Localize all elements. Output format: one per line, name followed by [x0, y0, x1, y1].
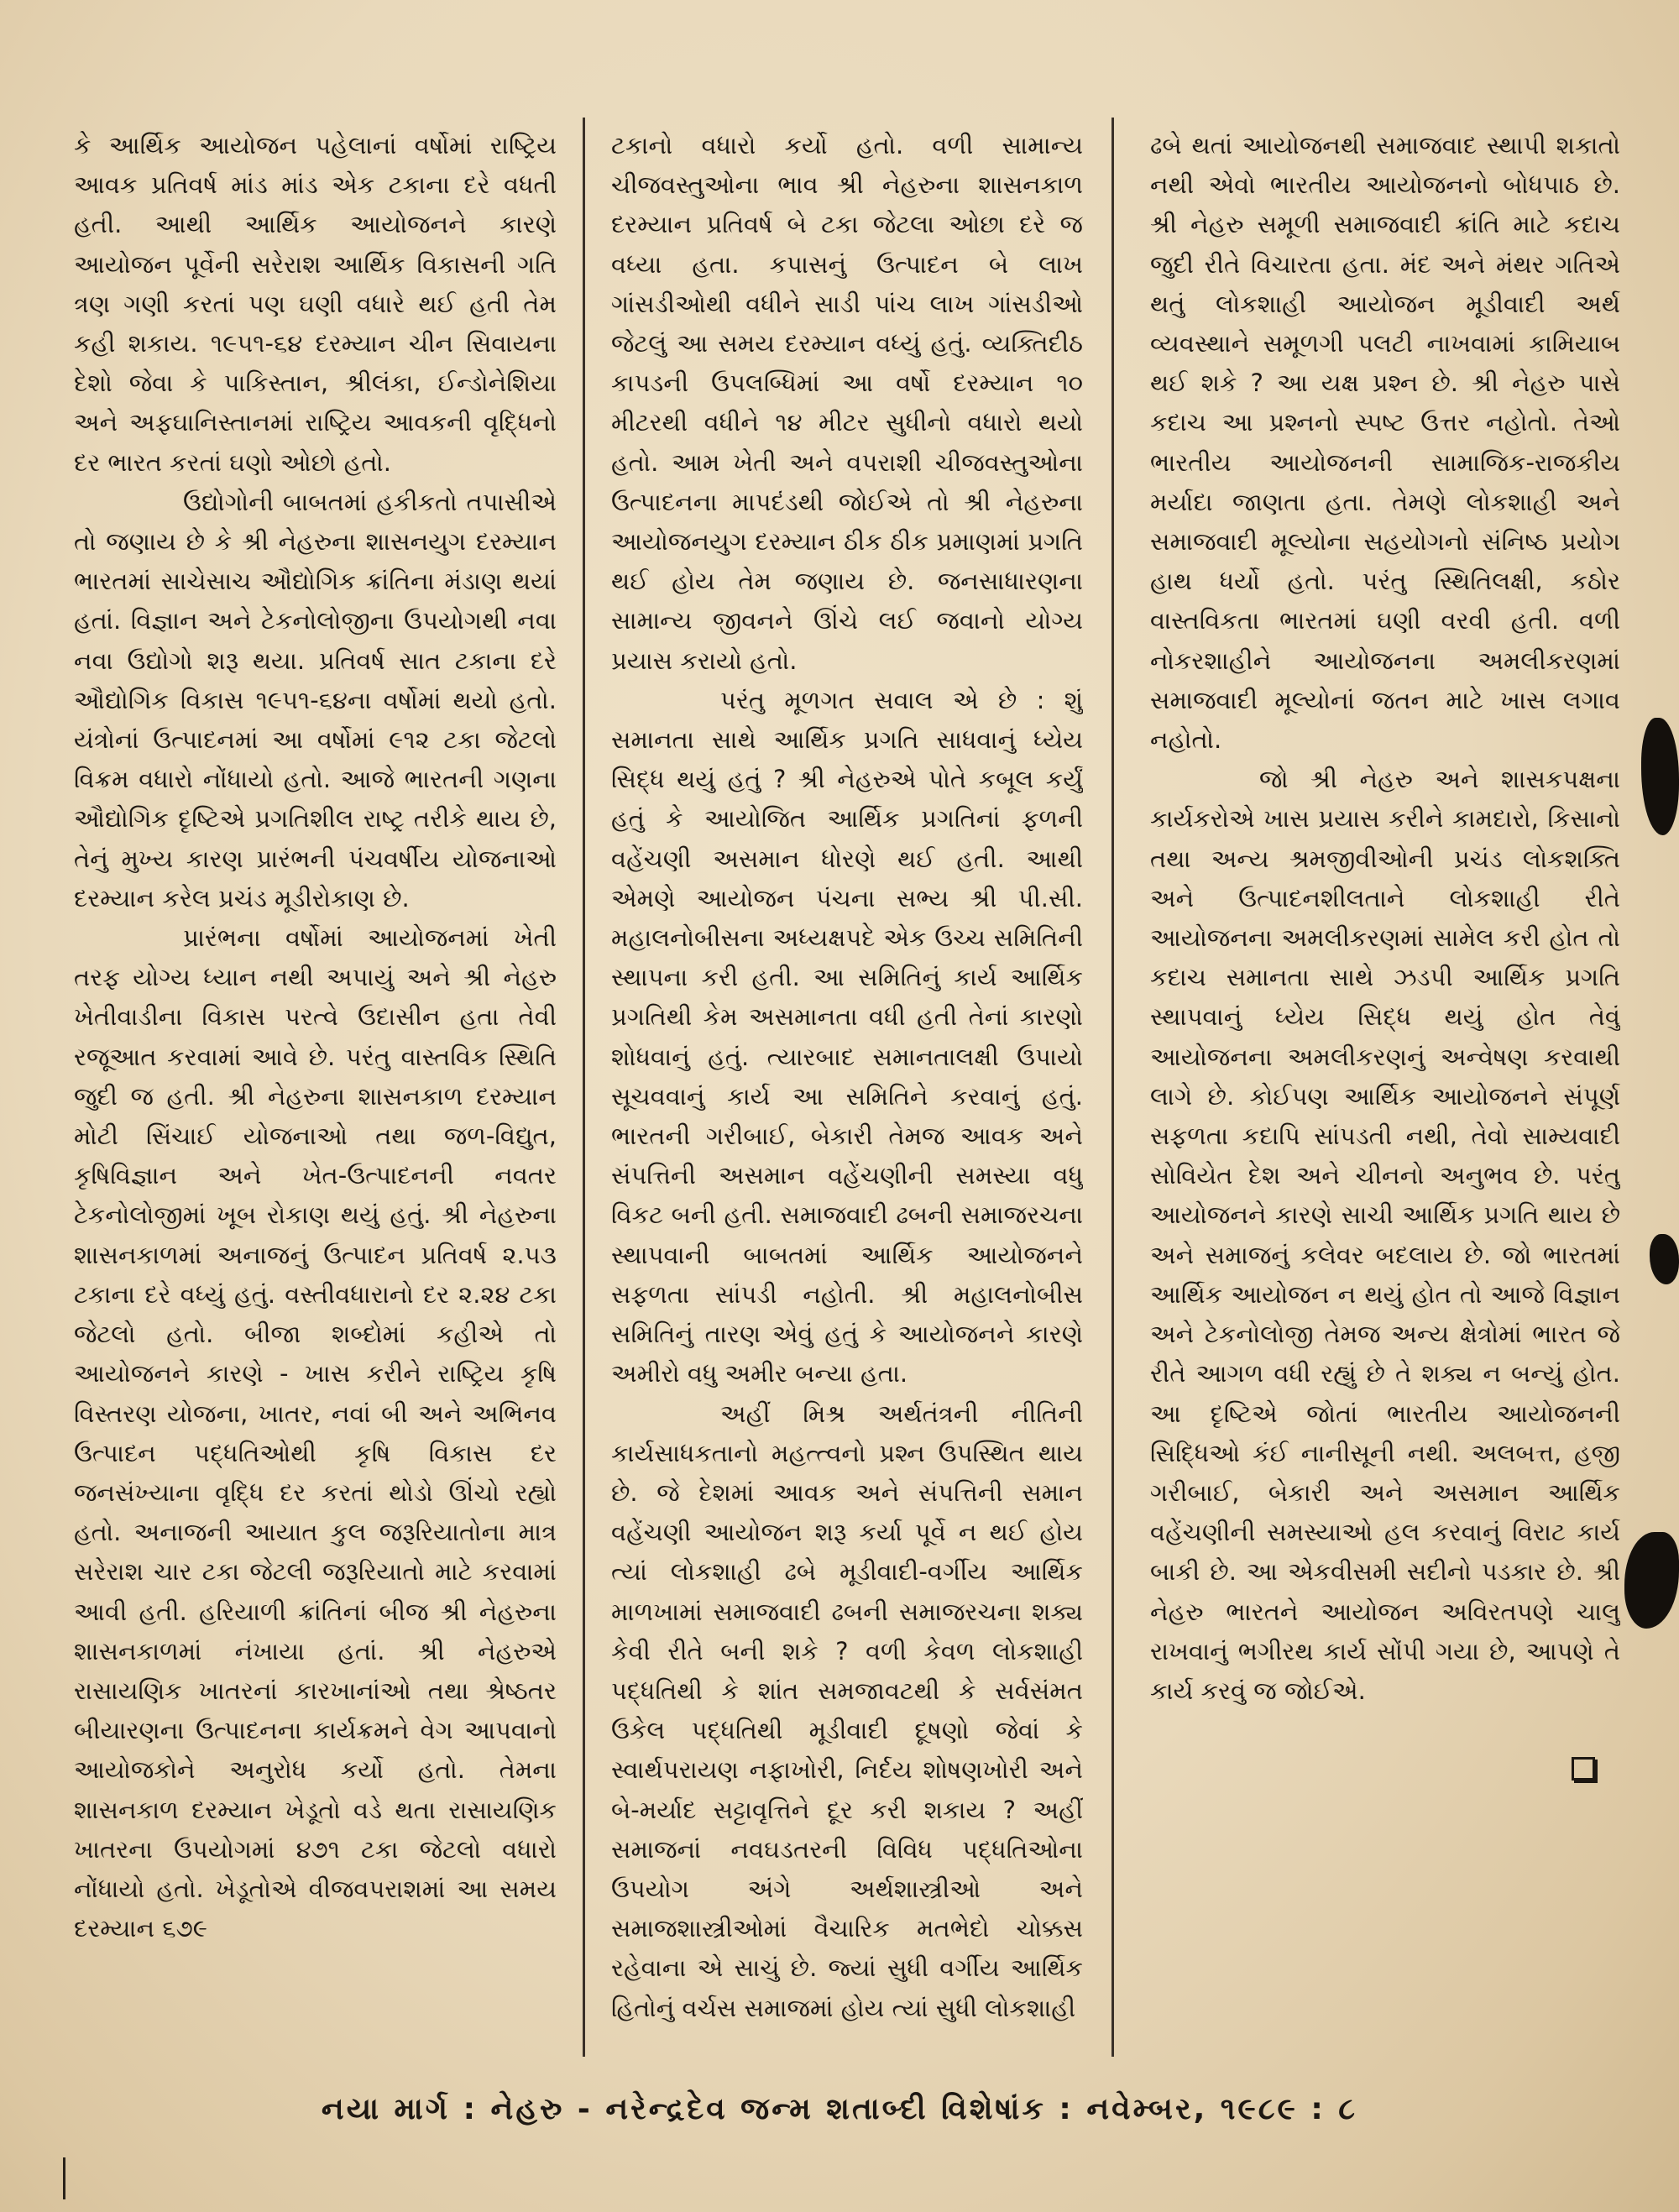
text-column-1 [74, 126, 557, 2032]
paragraph: જો શ્રી નેહરુ અને શાસકપક્ષના કાર્યકરોએ ખાસ પ્રયાસ કરીને કામદારો, કિસાનો તથા અન્ય શ્રમજીવીઓની પ્રચંડ લોકશક્તિ અને ઉત્પાદનશીલતાને લોકશાહી રીતે આયોજનના અમલીકરણમાં સામેલ કરી હોત તો કદાચ સમાનતા સાથે ઝડપી આર્થિક પ્રગતિ સ્થાપવાનું ધ્યેય સિદ્ધ થયું હોત તેવું આયોજનના અમલીકરણનું અન્વેષણ કરવાથી લાગે છે. કોઈપણ આર્થિક આયોજનને સંપૂર્ણ સફળતા કદાપિ સાંપડતી નથી, તેવો સામ્યવાદી સોવિયેત દેશ અને ચીનનો અનુભવ છે. પરંતુ આયોજનને કારણે સાચી આર્થિક પ્રગતિ થાય છે અને સમાજનું કલેવર બદલાય છે. જો ભારતમાં આર્થિક આયોજન ન થયું હોત તો આજે વિજ્ઞાન અને ટેકનોલોજી તેમજ અન્ય ક્ષેત્રોમાં ભારત જે રીતે આગળ વધી રહ્યું છે તે શક્ય ન બન્યું હોત. આ દૃષ્ટિએ જોતાં ભારતીય આયોજનની સિદ્ધિઓ કંઈ નાનીસૂની નથી. અલબત્ત, હજી ગરીબાઈ, બેકારી અને અસમાન આર્થિક વહેંચણીની સમસ્યાઓ હલ કરવાનું વિરાટ કાર્ય બાકી છે. આ એકવીસમી સદીનો પડકાર છે. શ્રી નેહરુ ભારતને આયોજન અવિરતપણે ચાલુ રાખવાનું ભગીરથ કાર્ય સોંપી ગયા છે, આપણે તે કાર્ય કરવું જ જોઈએ. [1150, 765, 1620, 1705]
column-divider [583, 118, 585, 2057]
paper-damage [1624, 1532, 1679, 1629]
paragraph: ઢબે થતાં આયોજનથી સમાજવાદ સ્થાપી શકાતો નથી એવો ભારતીય આયોજનનો બોધપાઠ છે. શ્રી નેહરુ સમૂળી સમાજવાદી ક્રાંતિ માટે કદાચ જુદી રીતે વિચારતા હતા. મંદ અને મંથર ગતિએ થતું લોકશાહી આયોજન મૂડીવાદી અર્થ વ્યવસ્થાને સમૂળગી પલટી નાખવામાં કામિયાબ થઈ શકે ? આ યક્ષ પ્રશ્ન છે. શ્રી નેહરુ પાસે કદાચ આ પ્રશ્નનો સ્પષ્ટ ઉત્તર નહોતો. તેઓ ભારતીય આયોજનની સામાજિક-રાજકીય મર્યાદા જાણતા હતા. તેમણે લોકશાહી અને સમાજવાદી મૂલ્યોના સહયોગનો સંનિષ્ઠ પ્રયોગ હાથ ધર્યો હતો. પરંતુ સ્થિતિલક્ષી, કઠોર વાસ્તવિકતા ભારતમાં ઘણી વરવી હતી. વળી નોકરશાહીને આયોજનના અમલીકરણમાં સમાજવાદી મૂલ્યોનાં જતન માટે ખાસ લગાવ નહોતો. [1150, 131, 1620, 755]
text-column-2 [611, 126, 1083, 2032]
paragraph: અહીં મિશ્ર અર્થતંત્રની નીતિની કાર્યસાધકતાનો મહત્ત્વનો પ્રશ્ન ઉપસ્થિત થાય છે. જે દેશમાં આવક અને સંપત્તિની સમાન વહેંચણી આયોજન શરૂ કર્યા પૂર્વે ન થઈ હોય ત્યાં લોકશાહી ઢબે મૂડીવાદી-વર્ગીય આર્થિક માળખામાં સમાજવાદી ઢબની સમાજરચના શક્ય કેવી રીતે બની શકે ? વળી કેવળ લોકશાહી પદ્ધતિથી કે શાંત સમજાવટથી કે સર્વસંમત ઉકેલ પદ્ધતિથી મૂડીવાદી દૂષણો જેવાં કે સ્વાર્થપરાયણ નફાખોરી, નિર્દય શોષણખોરી અને બે-મર્યાદ સટ્ટાવૃત્તિને દૂર કરી શકાય ? અહીં સમાજનાં નવઘડતરની વિવિધ પદ્ધતિઓના ઉપયોગ અંગે અર્થશાસ્ત્રીઓ અને સમાજશાસ્ત્રીઓમાં વૈચારિક મતભેદો ચોક્કસ રહેવાના એ સાચું છે. જ્યાં સુધી વર્ગીય આર્થિક હિતોનું વર્ચસ સમાજમાં હોય ત્યાં સુધી લોકશાહી [611, 1399, 1083, 2022]
paragraph: ઉદ્યોગોની બાબતમાં હકીકતો તપાસીએ તો જણાય છે કે શ્રી નેહરુના શાસનયુગ દરમ્યાન ભારતમાં સાચેસાચ ઔદ્યોગિક ક્રાંતિના મંડાણ થયાં હતાં. વિજ્ઞાન અને ટેકનોલોજીના ઉપયોગથી નવા નવા ઉદ્યોગો શરૂ થયા. પ્રતિવર્ષ સાત ટકાના દરે ઔદ્યોગિક વિકાસ ૧૯૫૧-૬૪ના વર્ષોમાં થયો હતો. યંત્રોનાં ઉત્પાદનમાં આ વર્ષોમાં ૯૧૨ ટકા જેટલો વિક્રમ વધારો નોંધાયો હતો. આજે ભારતની ગણના ઔદ્યોગિક દૃષ્ટિએ પ્રગતિશીલ રાષ્ટ્ર તરીકે થાય છે, તેનું મુખ્ય કારણ પ્રારંભની પંચવર્ષીય યોજનાઓ દરમ્યાન કરેલ પ્રચંડ મૂડીરોકાણ છે. [74, 487, 557, 913]
text-column-3 [1150, 126, 1620, 2032]
column-divider [1111, 118, 1114, 2057]
paragraph: પરંતુ મૂળગત સવાલ એ છે : શું સમાનતા સાથે આર્થિક પ્રગતિ સાધવાનું ધ્યેય સિદ્ધ થયું હતું ? શ્રી નેહરુએ પોતે કબૂલ કર્યું હતું કે આયોજિત આર્થિક પ્રગતિનાં ફળની વહેંચણી અસમાન ધોરણે થઈ હતી. આથી એમણે આયોજન પંચના સભ્ય શ્રી પી.સી. મહાલનોબીસના અધ્યક્ષપદે એક ઉચ્ચ સમિતિની સ્થાપના કરી હતી. આ સમિતિનું કાર્ય આર્થિક પ્રગતિથી કેમ અસમાનતા વધી હતી તેનાં કારણો શોધવાનું હતું. ત્યારબાદ સમાનતાલક્ષી ઉપાયો સૂચવવાનું કાર્ય આ સમિતિને કરવાનું હતું. ભારતની ગરીબાઈ, બેકારી તેમજ આવક અને સંપત્તિની અસમાન વહેંચણીની સમસ્યા વધુ વિકટ બની હતી. સમાજવાદી ઢબની સમાજરચના સ્થાપવાની બાબતમાં આર્થિક આયોજનને સફળતા સાંપડી નહોતી. શ્રી મહાલનોબીસ સમિતિનું તારણ એવું હતું કે આયોજનને કારણે અમીરો વધુ અમીર બન્યા હતા. [611, 685, 1083, 1388]
paper-damage [1641, 718, 1679, 835]
paragraph: કે આર્થિક આયોજન પહેલાનાં વર્ષોમાં રાષ્ટ્રિય આવક પ્રતિવર્ષ માંડ માંડ એક ટકાના દરે વધતી હતી. આથી આર્થિક આયોજનને કારણે આયોજન પૂર્વેની સરેરાશ આર્થિક વિકાસની ગતિ ત્રણ ગણી કરતાં પણ ઘણી વધારે થઈ હતી તેમ કહી શકાય. ૧૯૫૧-૬૪ દરમ્યાન ચીન સિવાયના દેશો જેવા કે પાકિસ્તાન, શ્રીલંકા, ઈન્ડોનેશિયા અને અફઘાનિસ્તાનમાં રાષ્ટ્રિય આવકની વૃદ્ધિનો દર ભારત કરતાં ઘણો ઓછો હતો. [74, 131, 557, 477]
paragraph: ટકાનો વધારો કર્યો હતો. વળી સામાન્ય ચીજવસ્તુઓના ભાવ શ્રી નેહરુના શાસનકાળ દરમ્યાન પ્રતિવર્ષ બે ટકા જેટલા ઓછા દરે જ વધ્યા હતા. કપાસનું ઉત્પાદન બે લાખ ગાંસડીઓથી વધીને સાડી પાંચ લાખ ગાંસડીઓ જેટલું આ સમય દરમ્યાન વધ્યું હતું. વ્યક્તિદીઠ કાપડની ઉપલબ્ધિમાં આ વર્ષો દરમ્યાન ૧૦ મીટરથી વધીને ૧૪ મીટર સુધીનો વધારો થયો હતો. આમ ખેતી અને વપરાશી ચીજવસ્તુઓના ઉત્પાદનના માપદંડથી જોઈએ તો શ્રી નેહરુના આયોજનયુગ દરમ્યાન ઠીક ઠીક પ્રમાણમાં પ્રગતિ થઈ હોય તેમ જણાય છે. જનસાધારણના સામાન્ય જીવનને ઊંચે લઈ જવાનો યોગ્ય પ્રયાસ કરાયો હતો. [611, 131, 1083, 675]
paragraph: પ્રારંભના વર્ષોમાં આયોજનમાં ખેતી તરફ યોગ્ય ધ્યાન નથી અપાયું અને શ્રી નેહરુ ખેતીવાડીના વિકાસ પરત્વે ઉદાસીન હતા તેવી રજૂઆત કરવામાં આવે છે. પરંતુ વાસ્તવિક સ્થિતિ જુદી જ હતી. શ્રી નેહરુના શાસનકાળ દરમ્યાન મોટી સિંચાઈ યોજનાઓ તથા જળ-વિદ્યુત, કૃષિવિજ્ઞાન અને ખેત-ઉત્પાદનની નવતર ટેકનોલોજીમાં ખૂબ રોકાણ થયું હતું. શ્રી નેહરુના શાસનકાળમાં અનાજનું ઉત્પાદન પ્રતિવર્ષ ૨.૫૩ ટકાના દરે વધ્યું હતું. વસ્તીવધારાનો દર ૨.૨૪ ટકા જેટલો હતો. બીજા શબ્દોમાં કહીએ તો આયોજનને કારણે - ખાસ કરીને રાષ્ટ્રિય કૃષિ વિસ્તરણ યોજના, ખાતર, નવાં બી અને અભિનવ ઉત્પાદન પદ્ધતિઓથી કૃષિ વિકાસ દર જનસંખ્યાના વૃદ્ધિ દર કરતાં થોડો ઊંચો રહ્યો હતો. અનાજની આયાત કુલ જરૂરિયાતોના માત્ર સરેરાશ ચાર ટકા જેટલી જરૂરિયાતો માટે કરવામાં આવી હતી. હરિયાળી ક્રાંતિનાં બીજ શ્રી નેહરુના શાસનકાળમાં નંખાયા હતાં. શ્રી નેહરુએ રાસાયણિક ખાતરનાં કારખાનાંઓ તથા શ્રેષ્ઠતર બીયારણના ઉત્પાદનના કાર્યક્રમને વેગ આપવાનો આયોજકોને અનુરોધ કર્યો હતો. તેમના શાસનકાળ દરમ્યાન ખેડૂતો વડે થતા રાસાયણિક ખાતરના ઉપયોગમાં ૪૭૧ ટકા જેટલો વધારો નોંધાયો હતો. ખેડૂતોએ વીજવપરાશમાં આ સમય દરમ્યાન ૬૭૯ [74, 923, 557, 1943]
article-end-mark [1572, 1757, 1595, 1781]
paper-damage [1650, 1234, 1679, 1284]
page-footer: નયા માર્ગ : નેહરુ - નરેન્દ્રદેવ જન્મ શતાબ્દી વિશેષાંક : નવેમ્બર, ૧૯૮૯ : ૮ [321, 2092, 1358, 2126]
margin-mark [63, 2157, 65, 2199]
